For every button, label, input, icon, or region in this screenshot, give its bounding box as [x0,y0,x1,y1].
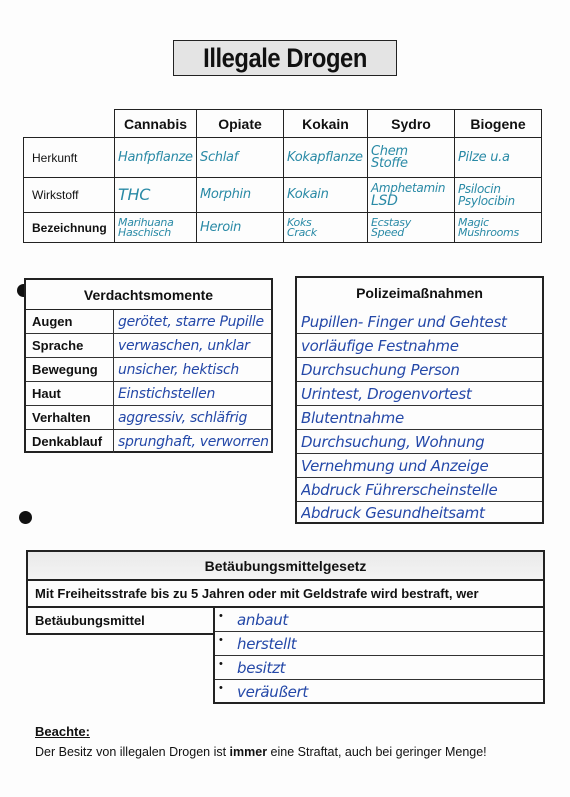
law-item [215,608,543,632]
police-item-text: Blutentnahme [301,408,404,427]
cell-herkunft-kokain: Kokapflanze [283,137,368,178]
suspicion-value: sprunghaft, verworren [118,433,269,450]
page-title: Illegale Drogen [203,42,367,73]
suspicion-row [26,334,271,358]
law-label: Betäubungsmittel [26,608,215,635]
police-item-text: Pupillen- Finger und Gehtest [301,312,507,331]
suspicion-row [26,382,271,406]
cell-herkunft-opiate: Schlaf [196,137,284,178]
punch-hole-bottom [19,511,32,524]
note-text-before: Der Besitz von illegalen Drogen ist [35,745,230,759]
police-item [297,502,542,524]
suspicion-label: Bewegung [26,358,114,381]
column-header-biogene: Biogene [454,109,542,138]
column-header-kokain: Kokain [283,109,368,138]
police-item-text: Abdruck Führerscheinstelle [301,480,498,499]
column-header-cannabis: Cannabis [114,109,197,138]
suspicion-label: Denkablauf [26,430,114,453]
cell-bezeichnung-kokain: Koks Crack [283,212,368,243]
note-text [35,745,487,759]
police-item [297,310,542,334]
suspicion-row [26,430,271,453]
suspicion-label: Augen [26,310,114,333]
suspicion-title: Verdachtsmomente [26,280,271,310]
law-item-text: herstellt [237,635,297,653]
police-item [297,454,542,478]
law-list [213,608,545,704]
cell-bezeichnung-opiate: Heroin [196,212,284,243]
suspicion-label: Verhalten [26,406,114,429]
law-item-text: veräußert [237,683,308,701]
cell-herkunft-cannabis: Hanfpflanze [114,137,197,178]
row-label-wirkstoff: Wirkstoff [23,177,115,213]
cell-bezeichnung-sydro: Ecstasy Speed [367,212,455,243]
suspicion-label: Haut [26,382,114,405]
cell-herkunft-biogene: Pilze u.a [454,137,542,178]
police-item [297,478,542,502]
police-item [297,334,542,358]
police-item-text: Urintest, Drogenvortest [301,384,472,403]
cell-wirkstoff-kokain: Kokain [283,177,368,213]
law-title: Betäubungsmittelgesetz [26,550,545,581]
police-item-text: vorläufige Festnahme [301,336,459,355]
law-subtitle: Mit Freiheitsstrafe bis zu 5 Jahren oder mit Geldstrafe wird bestraft, wer [26,580,545,608]
suspicion-row [26,310,271,334]
police-item-text: Abdruck Gesundheitsamt [301,504,485,522]
law-item-text: besitzt [237,659,286,677]
cell-wirkstoff-biogene: Psilocin Psylocibin [454,177,542,213]
police-item [297,430,542,454]
police-item-text: Durchsuchung, Wohnung [301,432,485,451]
suspicion-label: Sprache [26,334,114,357]
column-header-sydro: Sydro [367,109,455,138]
suspicion-value: verwaschen, unklar [118,337,250,354]
police-item [297,406,542,430]
cell-wirkstoff-sydro: Amphetamin LSD [367,177,455,213]
suspicion-value: unsicher, hektisch [118,361,239,378]
police-item-text: Vernehmung und Anzeige [301,456,489,475]
police-item-text: Durchsuchung Person [301,360,460,379]
cell-bezeichnung-biogene: Magic Mushrooms [454,212,542,243]
suspicion-value: Einstichstellen [118,385,216,402]
row-label-herkunft: Herkunft [23,137,115,178]
law-item [215,680,543,702]
police-item [297,382,542,406]
police-box [295,276,544,524]
column-header-opiate: Opiate [196,109,284,138]
police-title: Polizeimaßnahmen [356,285,483,301]
suspicion-value: aggressiv, schläfrig [118,409,248,426]
cell-wirkstoff-cannabis: THC [114,177,197,213]
page-title-box [173,40,397,76]
bullet-icon: • [219,682,223,694]
note-emphasis: immer [229,745,268,759]
cell-wirkstoff-opiate: Morphin [196,177,284,213]
suspicion-rows [26,310,271,451]
bullet-icon: • [219,634,223,646]
suspicion-value: gerötet, starre Pupille [118,313,264,330]
law-item [215,632,543,656]
suspicion-row [26,358,271,382]
row-label-bezeichnung: Bezeichnung [23,212,115,243]
police-item [297,358,542,382]
suspicion-row [26,406,271,430]
bullet-icon: • [219,610,223,622]
cell-herkunft-sydro: Chem Stoffe [367,137,455,178]
cell-bezeichnung-cannabis: Marihuana Haschisch [114,212,197,243]
bullet-icon: • [219,658,223,670]
police-rows [297,310,542,522]
law-item [215,656,543,680]
note-text-after: eine Straftat, auch bei geringer Menge! [267,745,487,759]
note-heading: Beachte: [35,724,90,739]
suspicion-box [24,278,273,453]
law-item-text: anbaut [237,611,289,629]
